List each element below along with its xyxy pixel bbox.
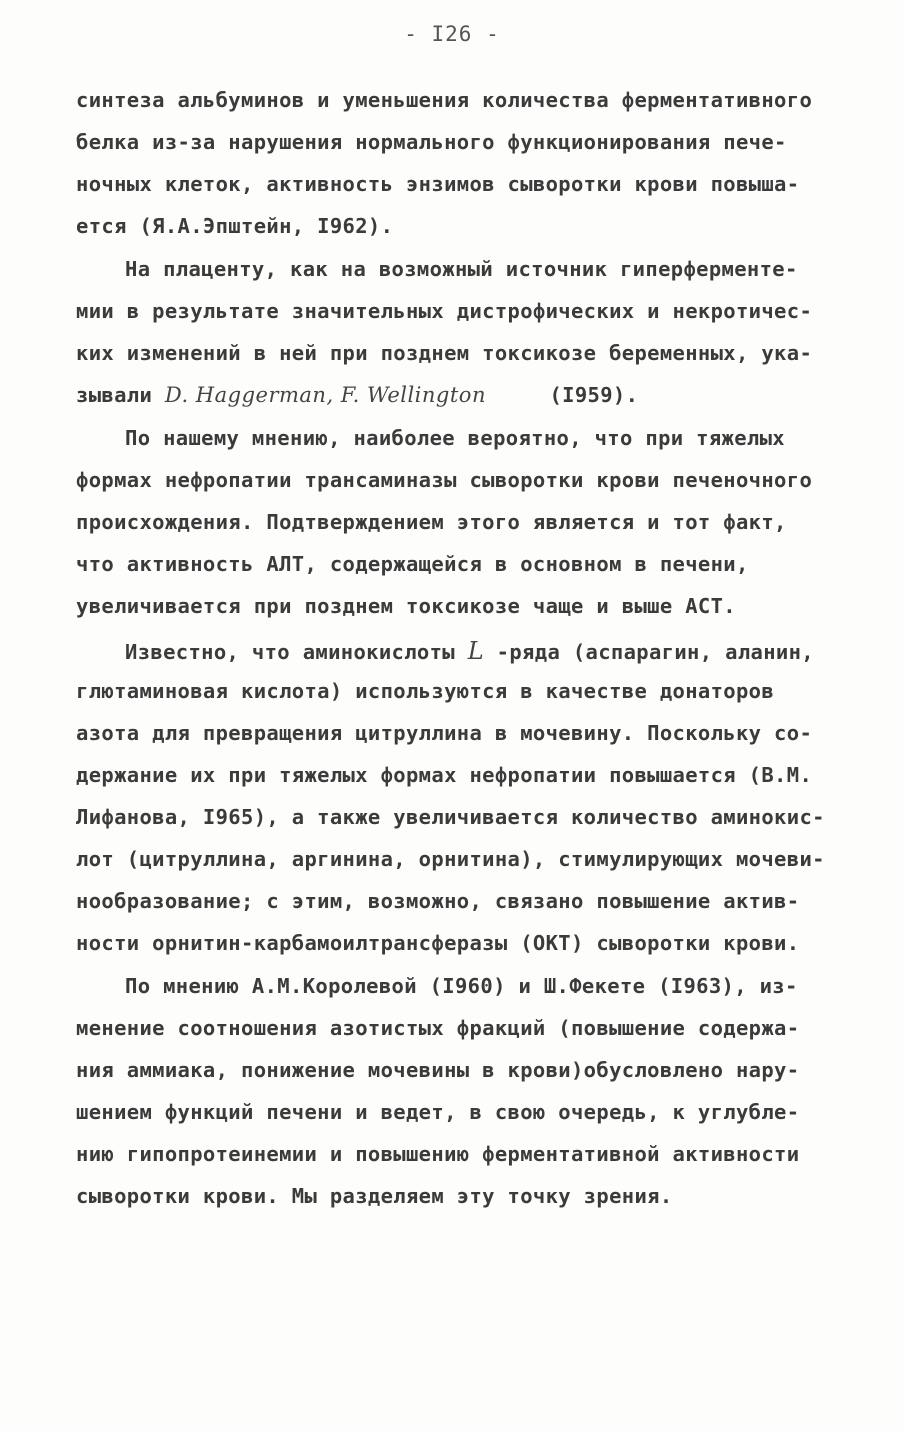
text-fragment: (I959).	[549, 383, 639, 407]
text-line: формах нефропатии трансаминазы сыворотки крови печеночного	[76, 468, 813, 492]
text-line: По мнению А.М.Королевой (I960) и Ш.Фекете (I963), из-	[125, 974, 798, 998]
text-fragment: Известно, что аминокислоты	[125, 640, 468, 664]
text-line: происхождения. Подтверждением этого является и тот факт,	[76, 510, 787, 534]
text-line: менение соотношения азотистых фракций (повышение содержа-	[76, 1016, 800, 1040]
text-line-with-handwriting	[76, 383, 638, 407]
text-line: ких изменений в ней при позднем токсикозе беременных, ука-	[76, 341, 813, 365]
text-line: ния аммиака, понижение мочевины в крови)обусловлено нару-	[76, 1058, 800, 1082]
text-line: глютаминовая кислота) используются в качестве донаторов	[76, 679, 775, 703]
text-line: По нашему мнению, наиболее вероятно, что при тяжелых	[125, 426, 785, 450]
text-line: увеличивается при позднем токсикозе чаще и выше АСТ.	[76, 594, 736, 618]
text-line: ночных клеток, активность энзимов сыворотки крови повыша-	[76, 172, 800, 196]
text-line: шением функций печени и ведет, в свою очередь, к углубле-	[76, 1100, 800, 1124]
text-line: синтеза альбуминов и уменьшения количества ферментативного	[76, 88, 813, 112]
text-line: держание их при тяжелых формах нефропатии повышается (В.М.	[76, 763, 813, 787]
handwritten-names: D. Haggerman, F. Wellington	[164, 383, 486, 407]
text-line: мии в результате значительных дистрофических и некротичес-	[76, 299, 813, 323]
text-fragment: зывали	[76, 383, 165, 407]
handwritten-letter: L	[467, 637, 484, 665]
text-line: азота для превращения цитруллина в мочевину. Поскольку со-	[76, 721, 813, 745]
page-number: - I26 -	[404, 22, 500, 46]
text-line: сыворотки крови. Мы разделяем эту точку зрения.	[76, 1184, 673, 1208]
text-line-with-handwriting	[125, 637, 814, 665]
text-fragment: -ряда (аспарагин, аланин,	[483, 640, 814, 664]
text-line: нию гипопротеинемии и повышению ферментативной активности	[76, 1142, 800, 1166]
text-line: что активность АЛТ, содержащейся в основном в печени,	[76, 552, 749, 576]
text-line: ности орнитин-карбамоилтрансферазы (ОКТ) сыворотки крови.	[76, 931, 800, 955]
text-line: нообразование; с этим, возможно, связано повышение актив-	[76, 889, 800, 913]
text-line: белка из-за нарушения нормального функционирования пече-	[76, 130, 787, 154]
text-line: Лифанова, I965), а также увеличивается количество аминокис-	[76, 805, 825, 829]
text-line: ется (Я.А.Эпштейн, I962).	[76, 214, 394, 238]
text-line: На плаценту, как на возможный источник гиперферменте-	[125, 257, 798, 281]
text-line: лот (цитруллина, аргинина, орнитина), стимулирующих мочеви-	[76, 847, 825, 871]
